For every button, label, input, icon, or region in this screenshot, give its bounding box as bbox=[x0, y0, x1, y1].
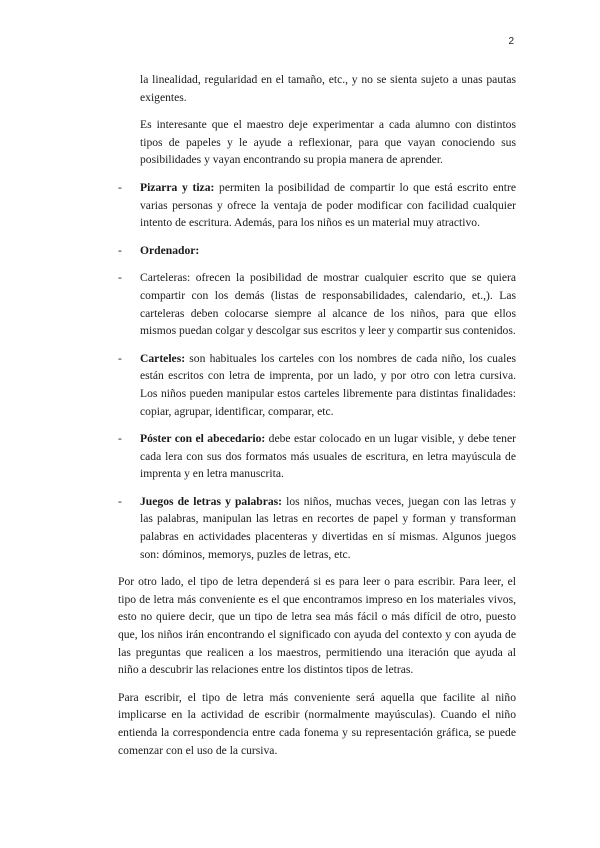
list-item-title: Pizarra y tiza: bbox=[140, 180, 215, 194]
list-item-ordenador bbox=[118, 242, 516, 260]
list-item-text: son habituales los carteles con los nombres de cada niño, los cuales están escritos con letra de imprenta, por un lado, y por otro con letra cursiva. Los niños pueden manipular estos carteles libremente para distintas finalidades: copiar, agrupar, identificar, comparar, etc. bbox=[140, 351, 516, 418]
list-dash: - bbox=[118, 351, 122, 365]
list-item-text: permiten la posibilidad de compartir lo que está escrito entre varias personas y ofrece la ventaja de poder modificar con facilidad cualquier intento de escritura. Además, para los niños es un material muy atractivo. bbox=[140, 180, 516, 230]
list-item-pizarra bbox=[118, 179, 516, 232]
list-dash: - bbox=[118, 271, 122, 285]
list-item-juegos bbox=[118, 493, 516, 563]
document-body bbox=[118, 71, 516, 769]
list-item-carteles bbox=[118, 350, 516, 420]
list-item-carteleras bbox=[118, 269, 516, 339]
list-item-text: los niños, muchas veces, juegan con las letras y las palabras, manipulan las letras en recortes de papel y forman y transforman palabras en actividades placenteras y divertidas en sí mismas. Algunos juegos son: dóminos, memorys, puzles de letras, etc. bbox=[140, 494, 516, 561]
list-item-title: Póster con el abecedario: bbox=[140, 432, 266, 446]
list-dash: - bbox=[118, 243, 122, 257]
list-item-title: Carteles: bbox=[140, 351, 186, 365]
intro-paragraph: Es interesante que el maestro deje experimentar a cada alumno con distintos tipos de papeles y le ayude a reflexionar, para que vayan conociendo sus posibilidades y vayan encontrando su propia manera de aprender. bbox=[140, 118, 516, 167]
continued-paragraph: la linealidad, regularidad en el tamaño, etc., y no se sienta sujeto a unas pautas exigentes. bbox=[140, 73, 516, 104]
list-dash: - bbox=[118, 494, 122, 508]
list-item-title: Juegos de letras y palabras: bbox=[140, 494, 283, 508]
paragraph-reading: Por otro lado, el tipo de letra dependerá si es para leer o para escribir. Para leer, el tipo de letra más conveniente es el que encontramos impreso en los materiales vivos, esto no quiere decir, que un tipo de letra sea más fácil o más difícil de otro, puesto que, los niños irán encontrando el significado con ayuda del contexto y con ayuda de las preguntas que realicen a los maestros, permitiendo una iteración que ayuda al niño a descubrir las relaciones entre los distintos tipos de letras. bbox=[118, 575, 516, 677]
list-dash: - bbox=[118, 432, 122, 446]
paragraph-writing: Para escribir, el tipo de letra más conveniente será aquella que facilite al niño implicarse en la actividad de escribir (normalmente mayúsculas). Cuando el niño entienda la correspondencia entre cada fonema y su representación gráfica, se puede comenzar con el uso de la cursiva. bbox=[118, 690, 516, 757]
list-item-text: Carteleras: ofrecen la posibilidad de mostrar cualquier escrito que se quiera compartir con los demás (listas de responsabilidades, calendario, et.,). Las carteleras deben colocarse siempre al alcance de los niños, para que ellos mismos puedan colgar y descolgar sus escritos y leer y compartir sus contenidos. bbox=[140, 271, 516, 338]
list-item-poster bbox=[118, 430, 516, 483]
list-dash: - bbox=[118, 180, 122, 194]
page-number: 2 bbox=[508, 36, 514, 47]
list-item-text: debe estar colocado en un lugar visible, y debe tener cada lera con sus dos formatos más usuales de escritura, en letra mayúscula de imprenta y en letra manuscrita. bbox=[140, 432, 516, 481]
list-item-title: Ordenador: bbox=[140, 243, 200, 257]
